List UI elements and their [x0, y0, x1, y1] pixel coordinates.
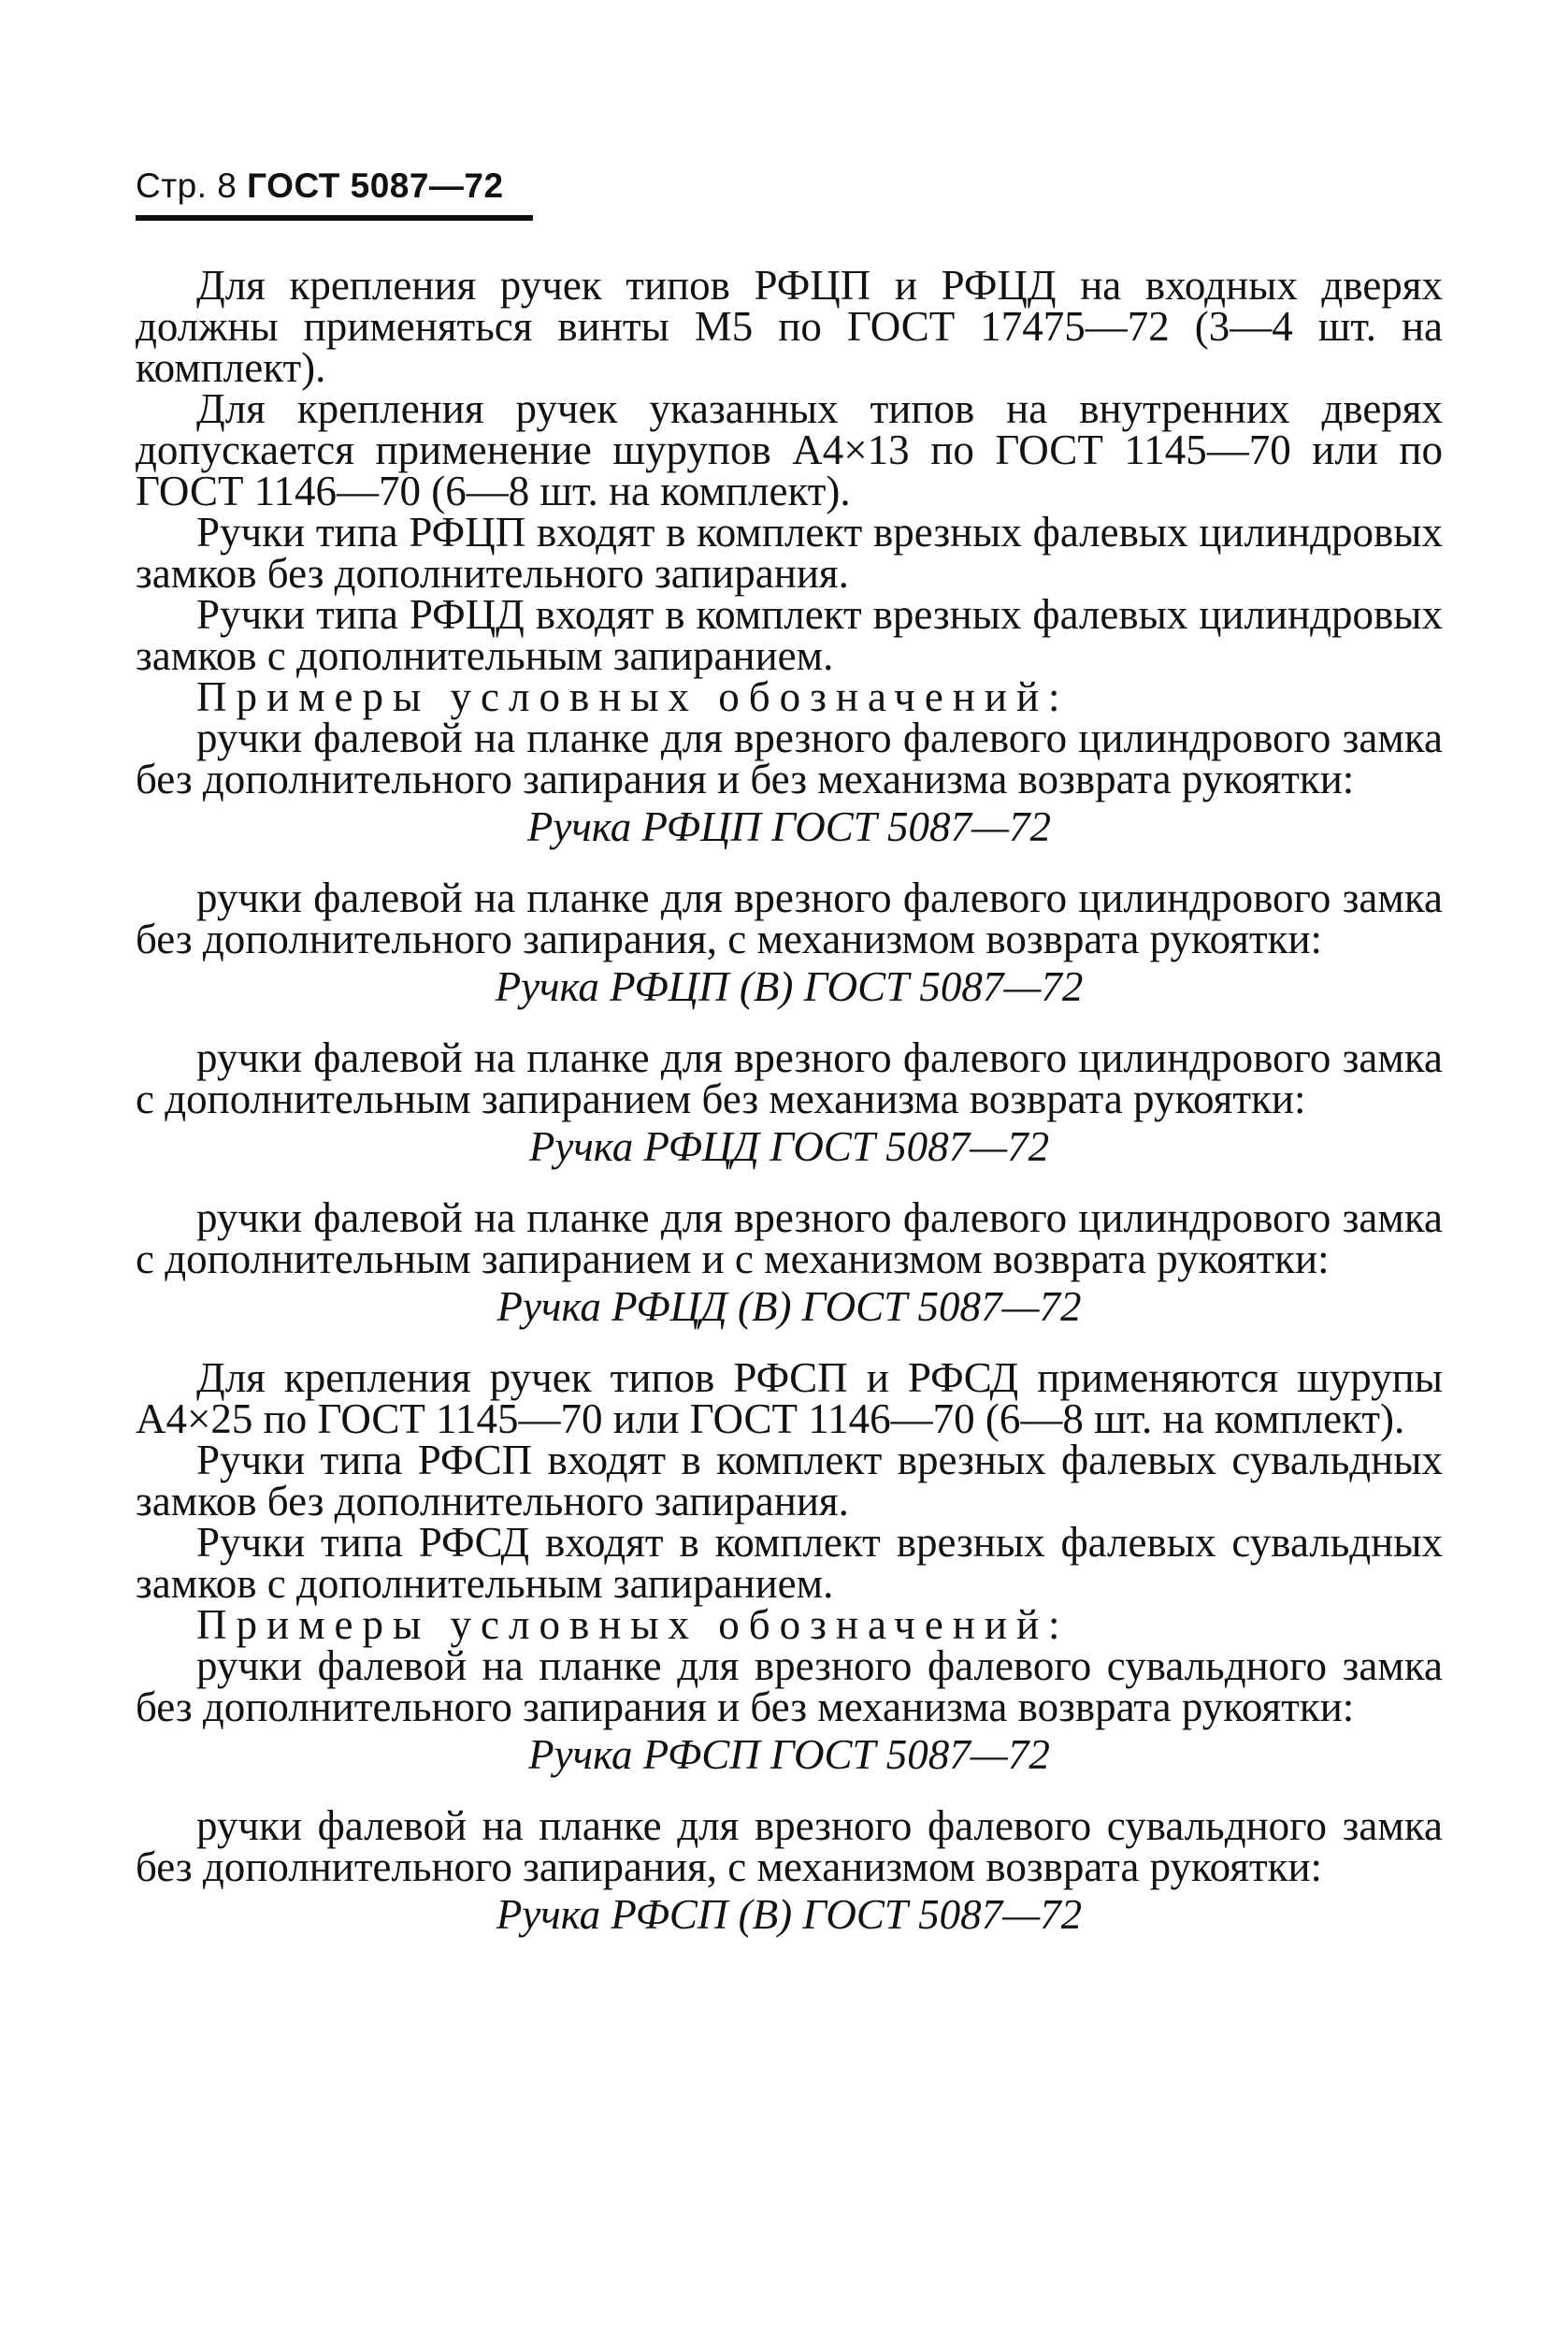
- example-designation: Ручка РФСП (В) ГОСТ 5087—72: [496, 1891, 1083, 1938]
- example-description: ручки фалевой на планке для врезного фалевого сувальдного замка без дополнительного запирания, с механизмом возврата рукоятки:: [136, 1802, 1443, 1890]
- paragraph-rfsp-kit: Ручки типа РФСП входят в комплект врезных фалевых сувальдных замков без дополнительного запирания.: [136, 1437, 1443, 1525]
- paragraph-internal-doors: Для крепления ручек указанных типов на внутренних дверях допускается применение шурупов А4×13 по ГОСТ 1145—70 или по ГОСТ 1146—70 (6—8 шт. на комплект).: [136, 385, 1443, 514]
- paragraph-fastening-rfcp-rfcd: Для крепления ручек типов РФЦП и РФЦД на входных дверях должны применяться винты М5 по ГОСТ 17475—72 (3—4 шт. на комплект).: [136, 262, 1443, 391]
- example-description: ручки фалевой на планке для врезного фалевого цилиндрового замка с дополнительным запиранием и с механизмом возврата рукоятки:: [136, 1194, 1443, 1282]
- page-number: Стр. 8: [136, 166, 237, 205]
- header-rule: [136, 215, 533, 221]
- example-description: ручки фалевой на планке для врезного фалевого цилиндрового замка с дополнительным запиранием без механизма возврата рукоятки:: [136, 1034, 1443, 1122]
- example-designation: Ручка РФЦП (В) ГОСТ 5087—72: [495, 963, 1084, 1010]
- example-description: ручки фалевой на планке для врезного фалевого цилиндрового замка без дополнительного запирания, с механизмом возврата рукоятки:: [136, 874, 1443, 962]
- example-designation: Ручка РФЦД (В) ГОСТ 5087—72: [496, 1283, 1082, 1330]
- page-header: [136, 166, 504, 206]
- standard-number: ГОСТ 5087—72: [247, 166, 504, 205]
- example-designation: Ручка РФЦП ГОСТ 5087—72: [526, 803, 1052, 850]
- example-designation: Ручка РФЦД ГОСТ 5087—72: [528, 1123, 1050, 1170]
- example-description: ручки фалевой на планке для врезного фалевого цилиндрового замка без дополнительного запирания и без механизма возврата рукоятки:: [136, 715, 1443, 802]
- paragraph-rfsd-kit: Ручки типа РФСД входят в комплект врезных фалевых сувальдных замков с дополнительным запиранием.: [136, 1519, 1443, 1607]
- example-designation: Ручка РФСП ГОСТ 5087—72: [528, 1731, 1050, 1778]
- examples-heading: Примеры условных обозначений:: [196, 1601, 1070, 1648]
- example-description: ручки фалевой на планке для врезного фалевого сувальдного замка без дополнительного запирания и без механизма возврата рукоятки:: [136, 1642, 1443, 1730]
- page-body: [136, 262, 1443, 1938]
- examples-heading: Примеры условных обозначений:: [196, 673, 1070, 720]
- paragraph-rfcp-kit: Ручки типа РФЦП входят в комплект врезных фалевых цилиндровых замков без дополнительного запирания.: [136, 509, 1443, 597]
- paragraph-fastening-rfsp-rfsd: Для крепления ручек типов РФСП и РФСД применяются шурупы А4×25 по ГОСТ 1145—70 или ГОСТ 1146—70 (6—8 шт. на комплект).: [136, 1354, 1443, 1442]
- paragraph-rfcd-kit: Ручки типа РФЦД входят в комплект врезных фалевых цилиндровых замков с дополнительным запиранием.: [136, 591, 1443, 679]
